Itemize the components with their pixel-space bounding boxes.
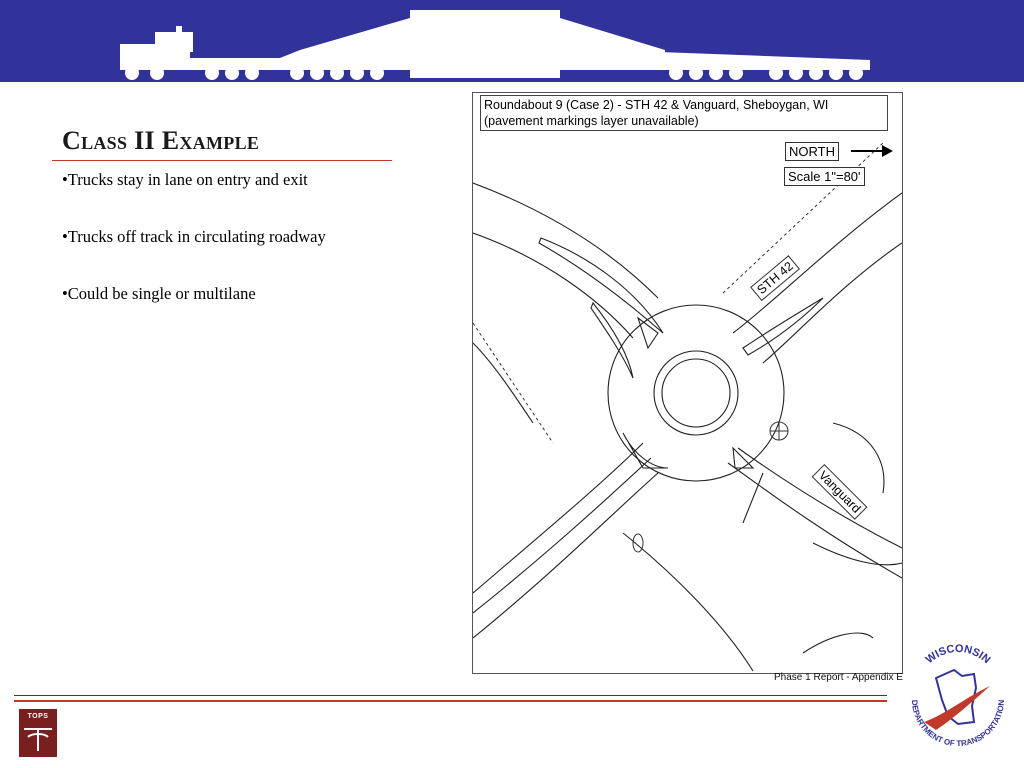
bullet-item: •Trucks off track in circulating roadway: [62, 227, 326, 246]
arrow-right-icon: [849, 143, 894, 159]
road-label-vanguard: Vanguard: [812, 464, 868, 520]
wisdot-logo: [902, 630, 1014, 760]
tops-logo-text: TOPS: [27, 713, 49, 720]
wisdot-seal: [902, 630, 1014, 760]
interchange-icon: [22, 723, 54, 753]
footer-rule-blue: [14, 695, 887, 696]
tops-logo: [19, 709, 57, 757]
wisdot-top-text: WISCONSIN: [923, 642, 993, 667]
bullet-item: •Could be single or multilane: [62, 284, 256, 303]
title-underline: [52, 160, 392, 161]
bullet-list: [62, 168, 362, 339]
scale-label: Scale 1"=80': [784, 167, 865, 186]
map-title-line1: Roundabout 9 (Case 2) - STH 42 & Vanguard, Sheboygan, WI: [484, 98, 829, 112]
map-title-line2: (pavement markings layer unavailable): [484, 114, 699, 128]
map-title-box: [480, 95, 888, 131]
figure-caption: Phase 1 Report - Appendix E: [774, 672, 903, 683]
roundabout-map: [472, 92, 903, 674]
wisdot-bottom-text: DEPARTMENT OF TRANSPORTATION: [909, 699, 1007, 749]
footer-rule-red: [14, 700, 887, 702]
header-banner: [0, 0, 1024, 82]
road-label-sth42: STH 42: [750, 255, 800, 301]
bullet-item: •Trucks stay in lane on entry and exit: [62, 170, 308, 189]
truck-silhouette-icon: [0, 0, 1024, 82]
north-label: NORTH: [785, 142, 839, 161]
slide-title: Class II Example: [62, 126, 260, 155]
